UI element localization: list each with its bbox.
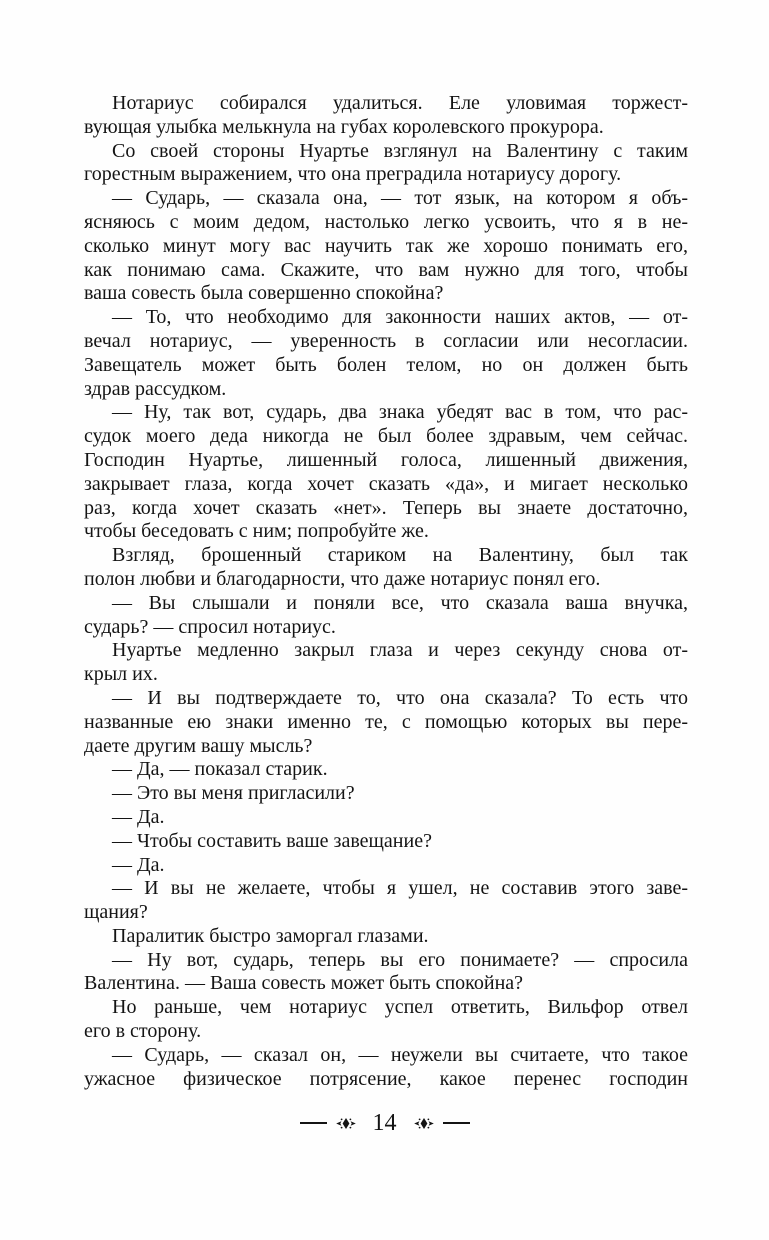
- text-line: Но раньше, чем нотариус успел ответить, Вильфор отвел: [112, 996, 688, 1019]
- text-line: — Сударь, — сказала она, — тот язык, на котором я объ-: [112, 187, 688, 210]
- text-line: здрав рассудком.: [84, 377, 227, 400]
- text-line: Паралитик быстро заморгал глазами.: [112, 924, 429, 947]
- text-line: названные ею знаки именно те, с помощью которых вы пере-: [84, 710, 688, 733]
- text-line: крыл их.: [84, 663, 158, 686]
- text-line: — Чтобы составить ваше завещание?: [112, 829, 432, 852]
- text-line: чтобы беседовать с ним; попробуйте же.: [84, 520, 429, 543]
- text-line: даете другим вашу мысль?: [84, 734, 313, 757]
- text-line: — И вы подтверждаете то, что она сказала? То есть что: [112, 686, 688, 709]
- diamond-fleuron-icon: [336, 1118, 356, 1129]
- text-line: Со своей стороны Нуартье взглянул на Валентину с таким: [112, 139, 688, 162]
- text-line: — Да.: [112, 853, 165, 876]
- text-block: [84, 92, 688, 1091]
- page-number: 14: [372, 1110, 397, 1136]
- text-line: Нуартье медленно закрыл глаза и через секунду снова от-: [112, 639, 688, 662]
- text-line: сударь? — спросил нотариус.: [84, 615, 336, 638]
- text-line: — Да, — показал старик.: [112, 758, 328, 781]
- text-line: — Это вы меня пригласили?: [112, 782, 355, 805]
- footer-rule-right: [443, 1122, 470, 1124]
- text-line: вечал нотариус, — уверенность в согласии или несогласии.: [84, 329, 688, 352]
- diamond-fleuron-icon: [414, 1118, 434, 1129]
- text-line: ваша совесть была совершенно спокойна?: [84, 282, 444, 305]
- text-line: — И вы не желаете, чтобы я ушел, не составив этого заве-: [112, 877, 688, 900]
- text-line: ясняюсь с моим дедом, настолько легко усвоить, что я в не-: [84, 210, 688, 233]
- text-line: Завещатель может быть болен телом, но он должен быть: [84, 353, 688, 376]
- text-line: — Вы слышали и поняли все, что сказала ваша внучка,: [112, 591, 688, 614]
- text-line: ужасное физическое потрясение, какое перенес господин: [84, 1067, 688, 1090]
- text-line: полон любви и благодарности, что даже нотариус понял его.: [84, 567, 601, 590]
- footer-rule-left: [300, 1122, 327, 1124]
- text-line: щания?: [84, 901, 148, 924]
- page-footer: [0, 1108, 769, 1138]
- text-line: горестным выражением, что она преградила нотариусу дорогу.: [84, 163, 622, 186]
- text-line: судок моего деда никогда не был более здравым, чем сейчас.: [84, 425, 688, 448]
- text-line: закрывает глаза, когда хочет сказать «да», и мигает несколько: [84, 472, 688, 495]
- text-line: вующая улыбка мелькнула на губах королевского прокурора.: [84, 115, 604, 138]
- text-line: Валентина. — Ваша совесть может быть спокойна?: [84, 972, 524, 995]
- text-line: — Да.: [112, 805, 165, 828]
- text-line: его в сторону.: [84, 1020, 202, 1043]
- text-line: — Сударь, — сказал он, — неужели вы считаете, что такое: [112, 1043, 688, 1066]
- text-line: как понимаю сама. Скажите, что вам нужно для того, чтобы: [84, 258, 688, 281]
- text-line: сколько минут могу вас научить так же хорошо понимать его,: [84, 234, 688, 257]
- text-line: — Ну, так вот, сударь, два знака убедят вас в том, что рас-: [112, 401, 688, 424]
- text-line: Взгляд, брошенный стариком на Валентину, был так: [112, 544, 688, 567]
- text-line: Нотариус собирался удалиться. Еле уловимая торжест-: [112, 92, 688, 114]
- text-line: Господин Нуартье, лишенный голоса, лишенный движения,: [84, 448, 688, 471]
- text-line: — То, что необходимо для законности наших актов, — от-: [112, 306, 688, 329]
- text-line: раз, когда хочет сказать «нет». Теперь вы знаете достаточно,: [84, 496, 688, 519]
- text-line: — Ну вот, сударь, теперь вы его понимаете? — спросила: [112, 948, 688, 971]
